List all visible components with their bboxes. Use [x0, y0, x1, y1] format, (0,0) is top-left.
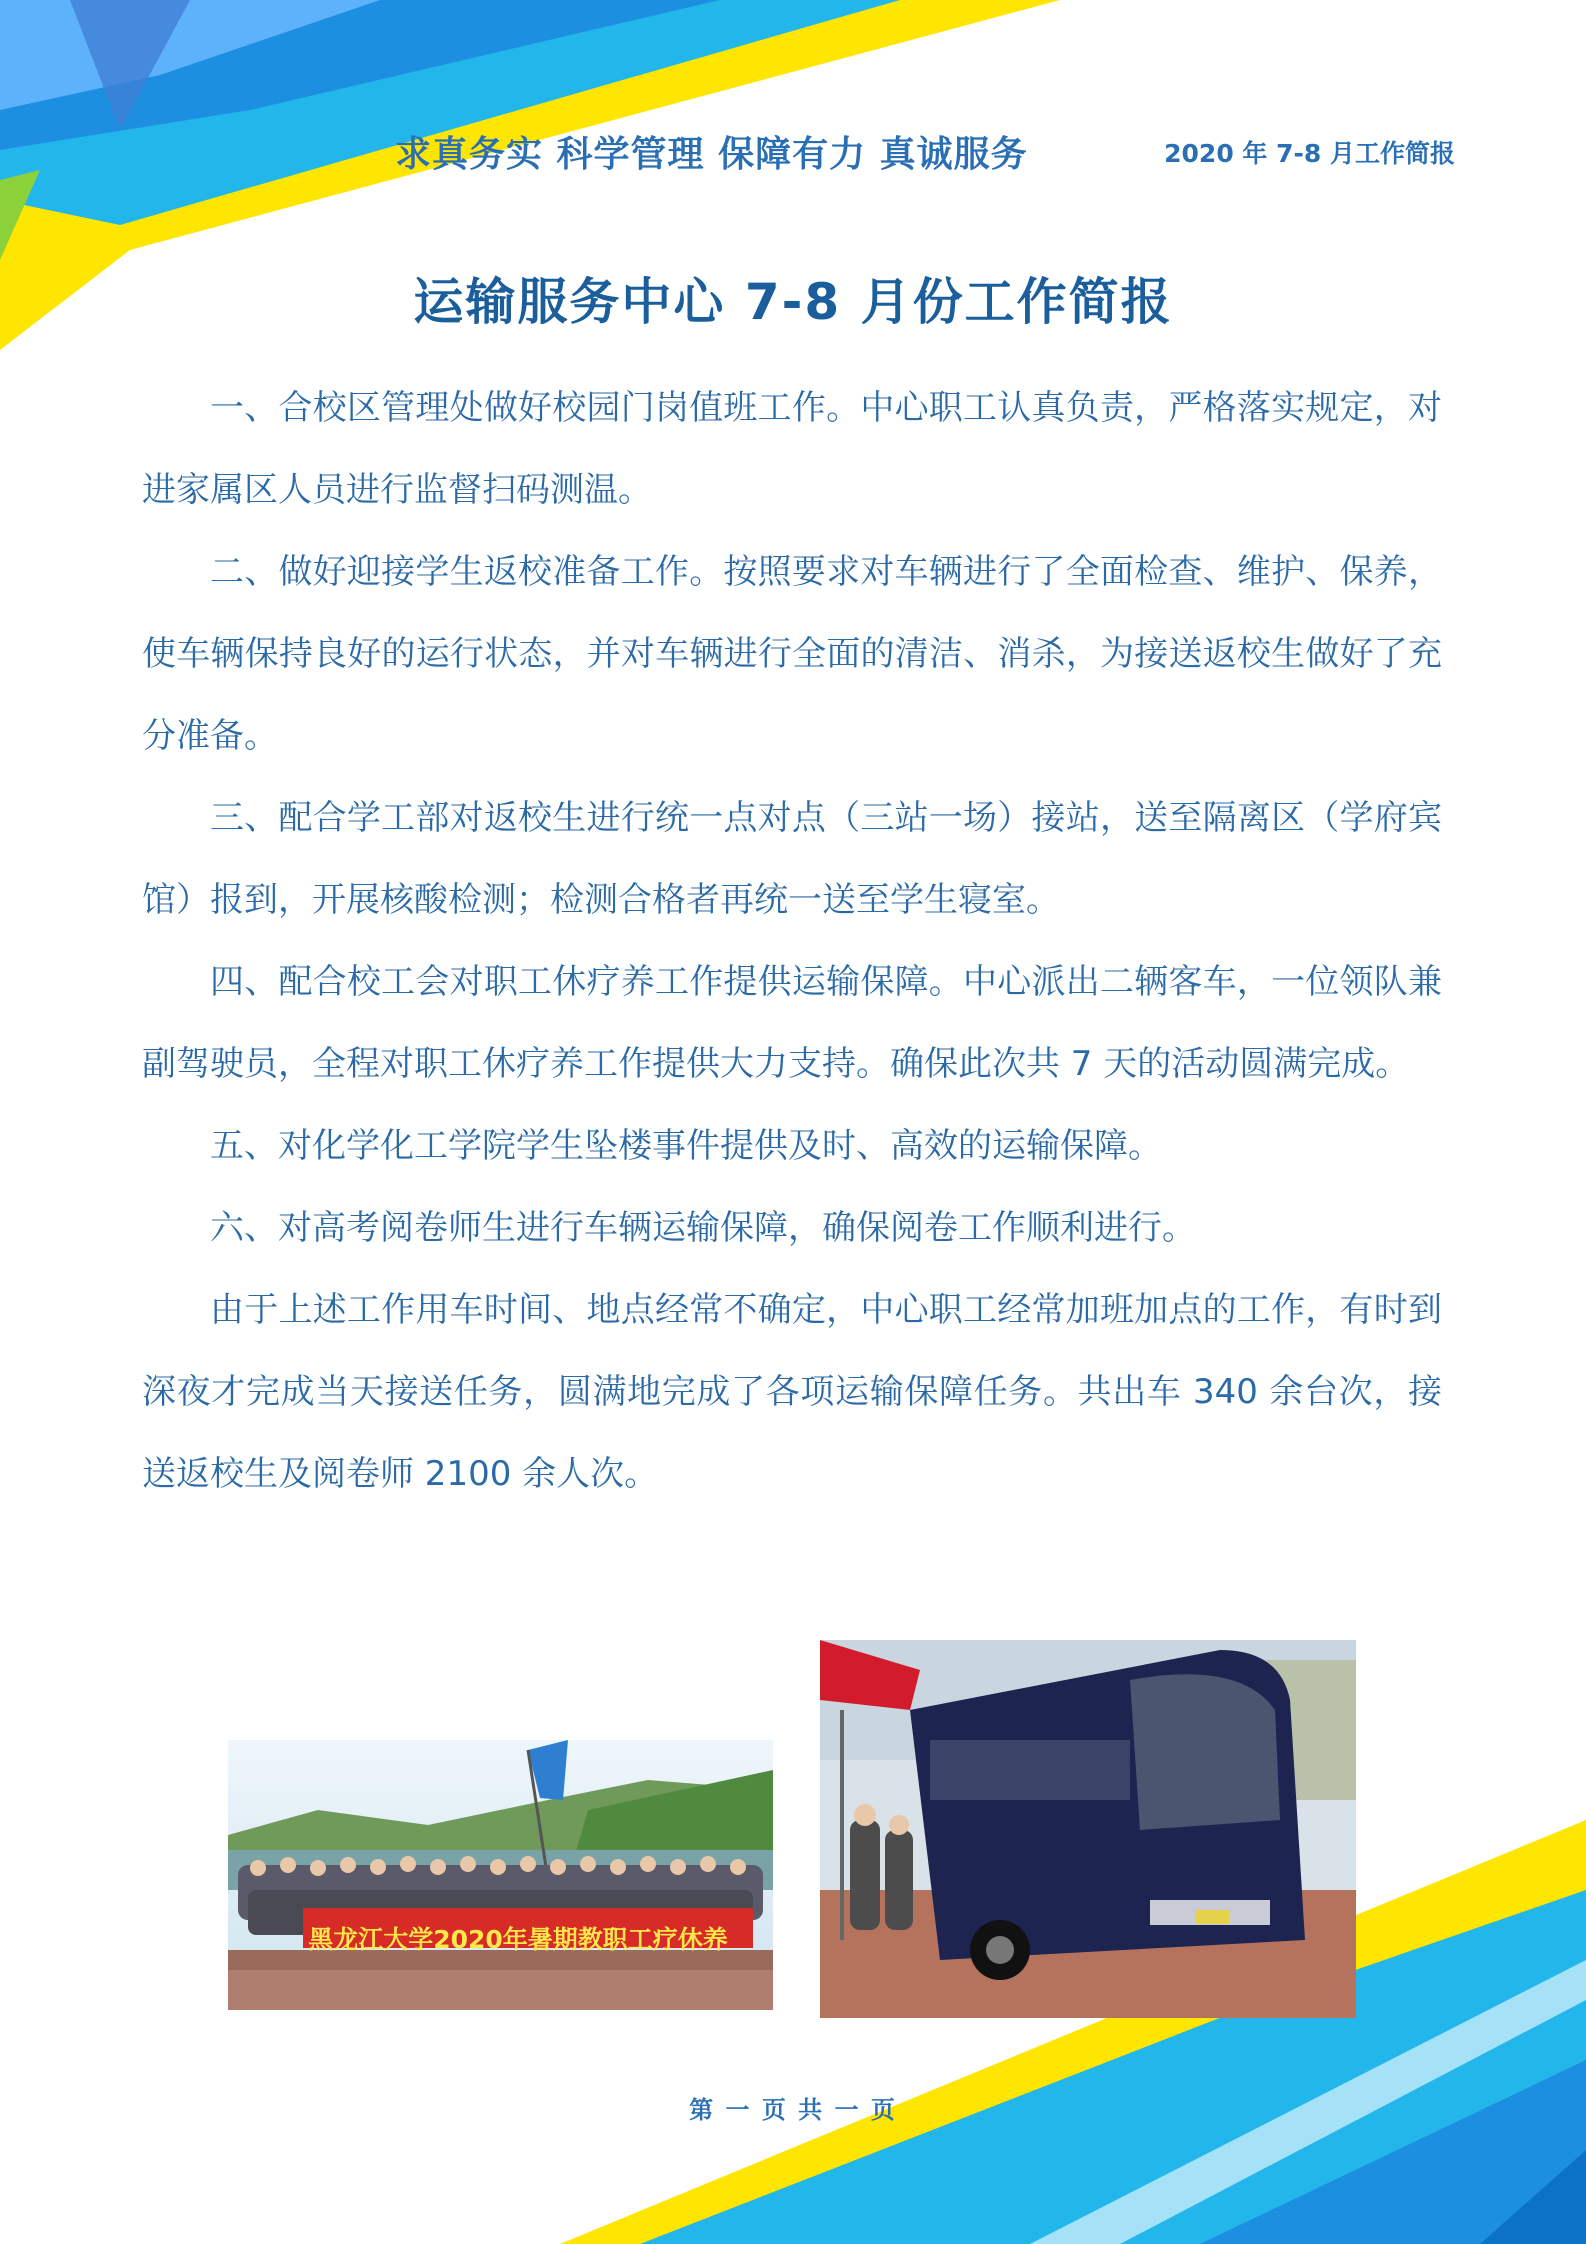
group-photo-image: [228, 1740, 773, 2010]
group-photo: [228, 1740, 773, 2010]
paragraph-3: 三、配合学工部对返校生进行统一点对点（三站一场）接站，送至隔离区（学府宾馆）报到，开展核酸检测；检测合格者再统一送至学生寝室。: [142, 798, 1442, 920]
page-footer: 第 一 页 共 一 页: [689, 2096, 897, 2124]
header-issue: 2020 年 7-8 月工作简报: [1164, 139, 1455, 168]
paragraph-1: 一、合校区管理处做好校园门岗值班工作。中心职工认真负责，严格落实规定，对进家属区人员进行监督扫码测温。: [142, 388, 1442, 510]
header-slogan: 求真务实 科学管理 保障有力 真诚服务: [395, 134, 1028, 175]
bus-photo-image: [820, 1640, 1356, 2018]
paragraph-5: 五、对化学化工学院学生坠楼事件提供及时、高效的运输保障。: [210, 1126, 1162, 1166]
paragraph-2: 二、做好迎接学生返校准备工作。按照要求对车辆进行了全面检查、维护、保养，使车辆保持良好的运行状态，并对车辆进行全面的清洁、消杀，为接送返校生做好了充分准备。: [142, 552, 1442, 756]
paragraph-4: 四、配合校工会对职工休疗养工作提供运输保障。中心派出二辆客车，一位领队兼副驾驶员，全程对职工休疗养工作提供大力支持。确保此次共 7 天的活动圆满完成。: [142, 962, 1442, 1084]
banner-text: 黑龙江大学2020年暑期教职工疗休养: [308, 1925, 728, 1954]
bus-photo: [820, 1640, 1356, 2018]
paragraph-7: 由于上述工作用车时间、地点经常不确定，中心职工经常加班加点的工作，有时到深夜才完成当天接送任务，圆满地完成了各项运输保障任务。共出车 340 余台次，接送返校生及阅卷师 2100 余人次。: [142, 1290, 1442, 1494]
paragraph-6: 六、对高考阅卷师生进行车辆运输保障，确保阅卷工作顺利进行。: [210, 1208, 1196, 1248]
page-title: 运输服务中心 7-8 月份工作简报: [413, 273, 1173, 331]
report-body: [142, 367, 1442, 1515]
